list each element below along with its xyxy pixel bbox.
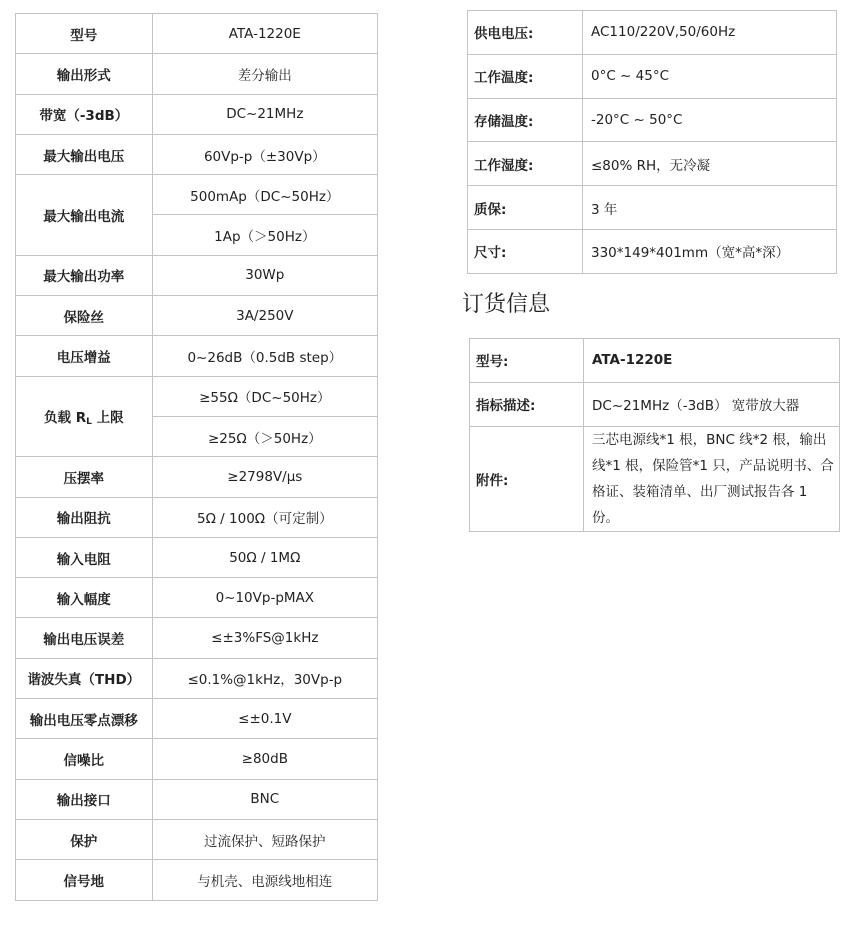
table-row bbox=[16, 779, 378, 819]
spec-value: DC~21MHz bbox=[152, 94, 377, 134]
env-value: ≤80% RH，无冷凝 bbox=[583, 142, 837, 186]
table-row bbox=[470, 382, 840, 426]
spec-table bbox=[15, 13, 378, 901]
table-row bbox=[16, 457, 378, 497]
spec-value: 60Vp-p（±30Vp） bbox=[152, 134, 377, 174]
load-label-suffix: 上限 bbox=[91, 409, 124, 426]
spec-value: 与机壳、电源线地相连 bbox=[152, 860, 377, 900]
spec-label: 最大输出功率 bbox=[16, 255, 153, 295]
spec-label: 带宽（-3dB） bbox=[16, 94, 153, 134]
spec-label: 信号地 bbox=[16, 860, 153, 900]
table-row bbox=[16, 860, 378, 900]
spec-value: ≤±0.1V bbox=[152, 699, 377, 739]
spec-label: 输出接口 bbox=[16, 779, 153, 819]
spec-label: 输入电阻 bbox=[16, 537, 153, 577]
env-value: 3 年 bbox=[583, 186, 837, 230]
table-row bbox=[16, 578, 378, 618]
table-row bbox=[468, 54, 837, 98]
spec-label: 谐波失真（THD） bbox=[16, 658, 153, 698]
table-row bbox=[468, 142, 837, 186]
spec-label: 保护 bbox=[16, 819, 153, 859]
table-row bbox=[468, 98, 837, 142]
env-value: AC110/220V,50/60Hz bbox=[583, 11, 837, 55]
spec-label: 输出阻抗 bbox=[16, 497, 153, 537]
env-label: 工作湿度: bbox=[468, 142, 583, 186]
order-label: 附件: bbox=[470, 426, 584, 531]
spec-label: 最大输出电流 bbox=[16, 175, 153, 256]
spec-value: ≥25Ω（＞50Hz） bbox=[152, 416, 377, 456]
spec-label: 电压增益 bbox=[16, 336, 153, 376]
spec-value: ≥2798V/μs bbox=[152, 457, 377, 497]
spec-value: ≥55Ω（DC~50Hz） bbox=[152, 376, 377, 416]
spec-label: 信噪比 bbox=[16, 739, 153, 779]
spec-value: 50Ω / 1MΩ bbox=[152, 537, 377, 577]
order-info-table bbox=[469, 338, 840, 532]
table-row bbox=[16, 537, 378, 577]
spec-label: 输出电压零点漂移 bbox=[16, 699, 153, 739]
spec-label: 输入幅度 bbox=[16, 578, 153, 618]
spec-value: 差分输出 bbox=[152, 54, 377, 94]
env-label: 尺寸: bbox=[468, 229, 583, 273]
spec-value: 3A/250V bbox=[152, 296, 377, 336]
env-label: 质保: bbox=[468, 186, 583, 230]
order-value: DC~21MHz（-3dB） 宽带放大器 bbox=[584, 382, 840, 426]
spec-value: 30Wp bbox=[152, 255, 377, 295]
table-row bbox=[16, 336, 378, 376]
order-value: ATA-1220E bbox=[584, 339, 840, 383]
table-row bbox=[16, 739, 378, 779]
spec-value: ATA-1220E bbox=[152, 14, 377, 54]
table-row bbox=[470, 339, 840, 383]
environment-table bbox=[467, 10, 837, 274]
env-value: -20°C ~ 50°C bbox=[583, 98, 837, 142]
load-label-prefix: 负载 R bbox=[44, 409, 87, 426]
table-row bbox=[16, 376, 378, 416]
spec-value: 0~26dB（0.5dB step） bbox=[152, 336, 377, 376]
table-row bbox=[16, 14, 378, 54]
order-value: 三芯电源线*1 根，BNC 线*2 根，输出线*1 根，保险管*1 只，产品说明书、合格证、装箱清单、出厂测试报告各 1 份。 bbox=[584, 426, 840, 531]
env-value: 330*149*401mm（宽*高*深） bbox=[583, 229, 837, 273]
table-row bbox=[470, 426, 840, 531]
table-row bbox=[16, 658, 378, 698]
spec-label: 型号 bbox=[16, 14, 153, 54]
spec-label: 输出形式 bbox=[16, 54, 153, 94]
spec-value: 过流保护、短路保护 bbox=[152, 819, 377, 859]
spec-label: 输出电压误差 bbox=[16, 618, 153, 658]
spec-label: 保险丝 bbox=[16, 296, 153, 336]
spec-value: BNC bbox=[152, 779, 377, 819]
table-row bbox=[16, 618, 378, 658]
env-label: 工作温度: bbox=[468, 54, 583, 98]
table-row bbox=[16, 819, 378, 859]
env-label: 存储温度: bbox=[468, 98, 583, 142]
order-label: 型号: bbox=[470, 339, 584, 383]
spec-value: ≤0.1%@1kHz，30Vp-p bbox=[152, 658, 377, 698]
table-row bbox=[16, 94, 378, 134]
spec-label: 压摆率 bbox=[16, 457, 153, 497]
table-row bbox=[16, 699, 378, 739]
spec-value: 5Ω / 100Ω（可定制） bbox=[152, 497, 377, 537]
order-info-heading: 订货信息 bbox=[462, 292, 551, 317]
table-row bbox=[468, 229, 837, 273]
env-value: 0°C ~ 45°C bbox=[583, 54, 837, 98]
order-label: 指标描述: bbox=[470, 382, 584, 426]
table-row bbox=[16, 175, 378, 215]
spec-value: ≥80dB bbox=[152, 739, 377, 779]
table-row bbox=[16, 54, 378, 94]
table-row bbox=[16, 134, 378, 174]
table-row bbox=[16, 497, 378, 537]
spec-value: 1Ap（＞50Hz） bbox=[152, 215, 377, 255]
table-row bbox=[468, 11, 837, 55]
table-row bbox=[16, 296, 378, 336]
spec-label: 最大输出电压 bbox=[16, 134, 153, 174]
spec-value: 0~10Vp-pMAX bbox=[152, 578, 377, 618]
spec-value: 500mAp（DC~50Hz） bbox=[152, 175, 377, 215]
load-label-subscript: L bbox=[86, 416, 92, 427]
spec-label bbox=[16, 376, 153, 457]
env-label: 供电电压: bbox=[468, 11, 583, 55]
table-row bbox=[468, 186, 837, 230]
table-row bbox=[16, 255, 378, 295]
spec-value: ≤±3%FS@1kHz bbox=[152, 618, 377, 658]
